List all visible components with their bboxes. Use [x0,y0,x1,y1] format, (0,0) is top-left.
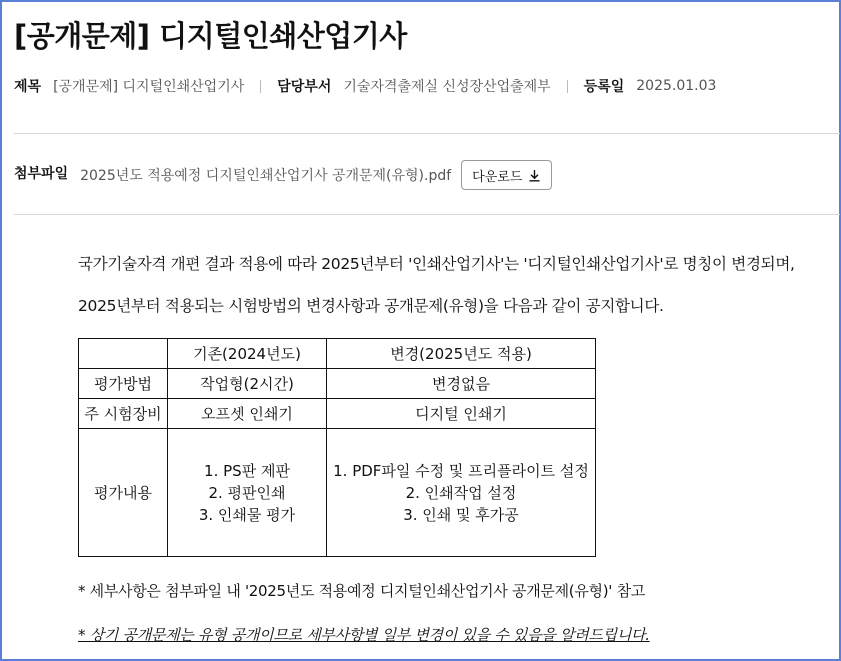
table-header-row [79,339,596,369]
row-old-value: 오프셋 인쇄기 [168,399,327,429]
table-header-cell [79,339,168,369]
body-line-2: 2025년부터 적용되는 시험방법의 변경사항과 공개문제(유형)을 다음과 같이 공지합니다. [78,297,664,315]
attachment-filename[interactable]: 2025년도 적용예정 디지털인쇄산업기사 공개문제(유형).pdf [80,168,452,184]
table-row [79,399,596,429]
dept-value: 기술자격출제실 신성장산업출제부 [343,79,551,95]
attachment-label: 첨부파일 [14,166,69,182]
footnote: * 세부사항은 첨부파일 내 '2025년도 적용예정 디지털인쇄산업기사 공개문제(유형)' 참고 [78,582,645,600]
old-items-cell [168,429,327,557]
new-item: 3. 인쇄 및 후가공 [403,505,519,524]
table-row [79,369,596,399]
row-new-value: 변경없음 [327,369,596,399]
new-items-cell [327,429,596,557]
row-label: 주 시험장비 [79,399,168,429]
table-header-cell: 기존(2024년도) [168,339,327,369]
download-button[interactable] [461,160,552,190]
subject-label: 제목 [14,79,42,95]
body-line-1: 국가기술자격 개편 결과 적용에 따라 2025년부터 '인쇄산업기사'는 '디지털인쇄산업기사'로 명칭이 변경되며, [78,255,795,273]
page-title: [공개문제] 디지털인쇄산업기사 [14,19,407,53]
meta-divider [260,80,261,93]
dept-label: 담당부서 [277,79,332,95]
change-table [78,338,596,557]
divider [14,133,840,134]
row-new-value: 디지털 인쇄기 [327,399,596,429]
post-meta [14,76,716,96]
old-item: 1. PS판 제판 [204,461,290,480]
download-icon [528,169,541,182]
divider [14,214,840,215]
subject-value: [공개문제] 디지털인쇄산업기사 [53,79,245,95]
row-old-value: 작업형(2시간) [168,369,327,399]
old-item: 2. 평판인쇄 [208,483,286,502]
new-item: 1. PDF파일 수정 및 프리플라이트 설정 [333,461,589,480]
table-row [79,429,596,557]
attachment-row [14,159,552,191]
download-label: 다운로드 [472,169,523,185]
new-item: 2. 인쇄작업 설정 [405,483,517,502]
notice-text: * 상기 공개문제는 유형 공개이므로 세부사항별 일부 변경이 있을 수 있음을 알려드립니다. [78,626,650,644]
table-header-cell: 변경(2025년도 적용) [327,339,596,369]
row-label: 평가방법 [79,369,168,399]
date-value: 2025.01.03 [636,78,717,94]
meta-divider [567,80,568,93]
old-item: 3. 인쇄물 평가 [198,505,296,524]
date-label: 등록일 [583,79,625,95]
row-label: 평가내용 [79,429,168,557]
